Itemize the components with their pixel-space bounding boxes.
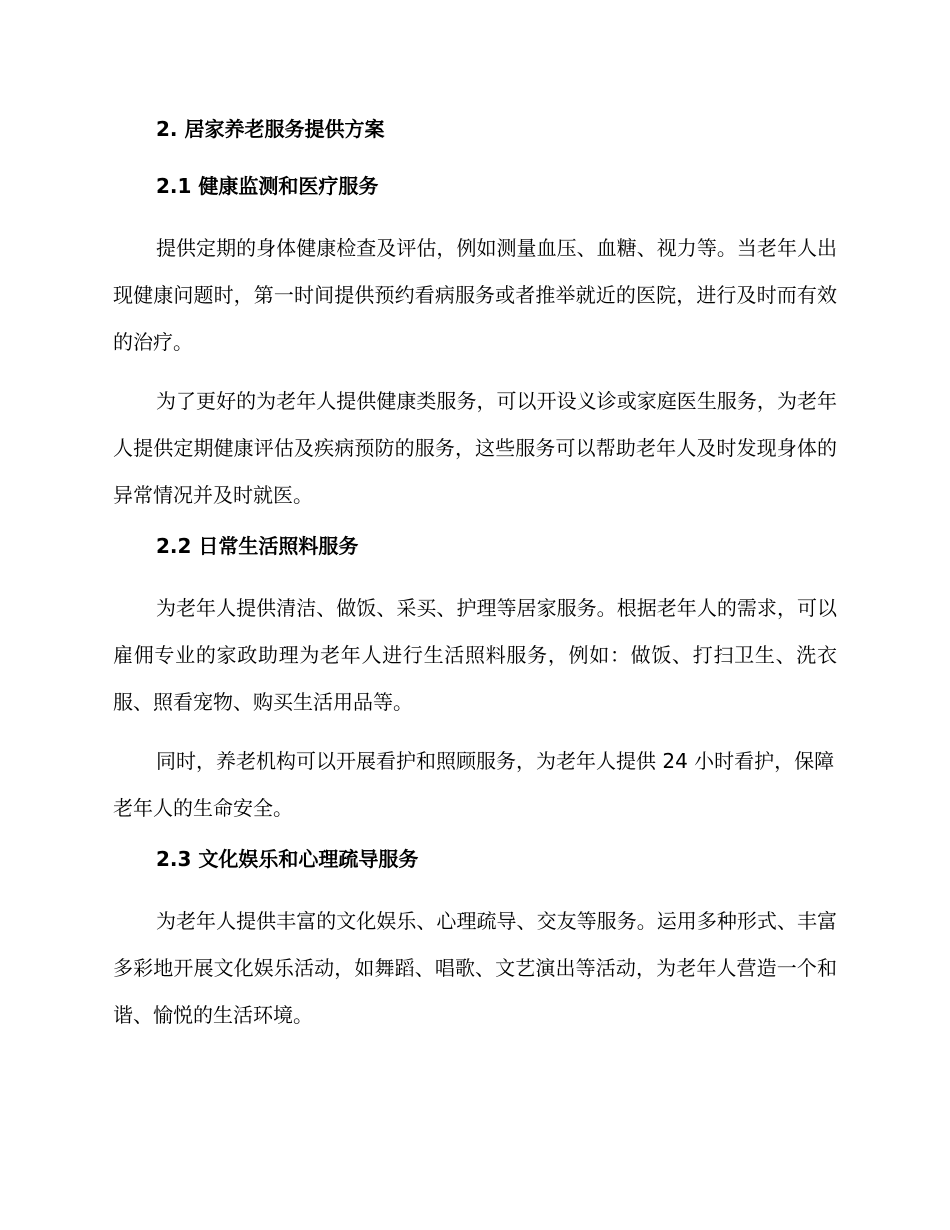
paragraph: 为老年人提供清洁、做饭、采买、护理等居家服务。根据老年人的需求，可以雇佣专业的家政助理为老年人进行生活照料服务，例如：做饭、打扫卫生、洗衣服、照看宠物、购买生活用品等。 [113,596,837,714]
paragraph: 同时，养老机构可以开展看护和照顾服务，为老年人提供 24 小时看护，保障老年人的生命安全。 [113,749,835,820]
document-title: 2. 居家养老服务提供方案 [156,117,385,141]
section-heading-2-2: 2.2 日常生活照料服务 [156,534,359,558]
section-heading-2-3: 2.3 文化娱乐和心理疏导服务 [156,847,419,871]
paragraph: 为老年人提供丰富的文化娱乐、心理疏导、交友等服务。运用多种形式、丰富多彩地开展文化娱乐活动，如舞蹈、唱歌、文艺演出等活动，为老年人营造一个和谐、愉悦的生活环境。 [113,909,837,1027]
section-heading-2-1: 2.1 健康监测和医疗服务 [156,174,379,198]
paragraph: 提供定期的身体健康检查及评估，例如测量血压、血糖、视力等。当老年人出现健康问题时，第一时间提供预约看病服务或者推举就近的医院，进行及时而有效的治疗。 [113,236,837,354]
paragraph: 为了更好的为老年人提供健康类服务，可以开设义诊或家庭医生服务，为老年人提供定期健康评估及疾病预防的服务，这些服务可以帮助老年人及时发现身体的异常情况并及时就医。 [113,389,837,507]
